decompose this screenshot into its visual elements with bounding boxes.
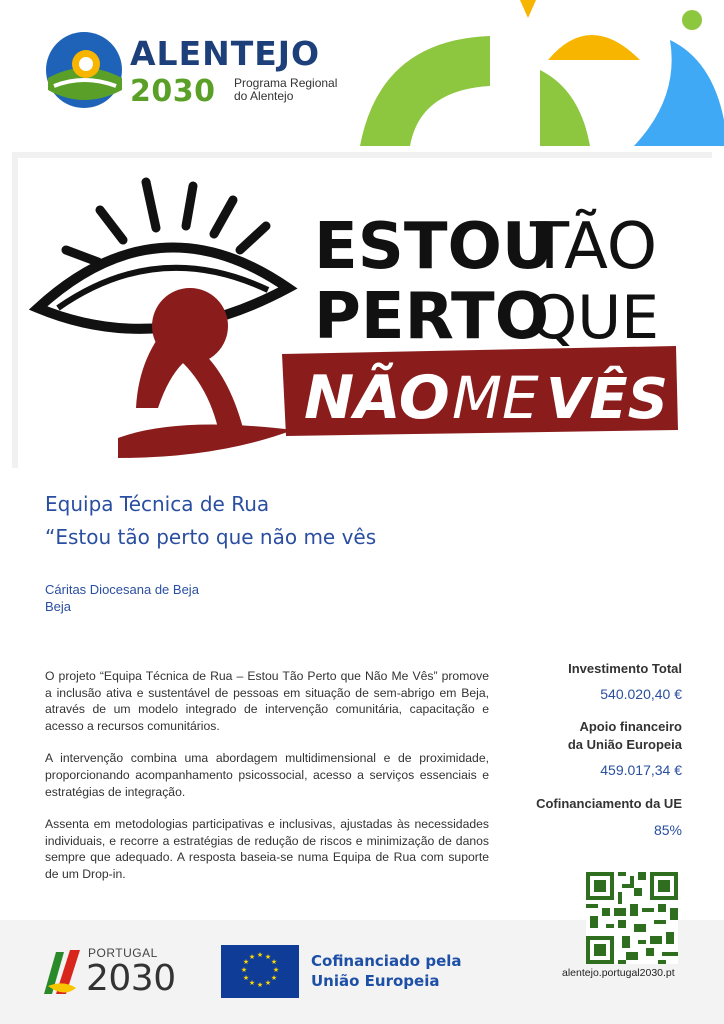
decorative-shapes: [340, 0, 724, 146]
banner-word-tao: TÃO: [530, 210, 658, 284]
logo-subtitle-line2: do Alentejo: [234, 89, 294, 103]
portugal-label: PORTUGAL: [88, 946, 158, 960]
qr-code-icon[interactable]: [586, 872, 678, 964]
alentejo-emblem-icon: [44, 30, 126, 110]
support-value-block: [600, 762, 682, 778]
portugal-year: 2030: [86, 958, 176, 999]
logo-subtitle-line1: Programa Regional: [234, 76, 338, 90]
eu-cofinanced-text: [311, 951, 462, 991]
website-link[interactable]: alentejo.portugal2030.pt: [562, 967, 675, 979]
svg-text:★: ★: [272, 966, 280, 974]
investment-label: Investimento Total: [568, 661, 682, 676]
svg-text:★: ★: [264, 953, 272, 961]
support-label-line1: Apoio financeiro: [579, 719, 682, 734]
svg-text:★: ★: [242, 974, 250, 982]
cofinancing-value-block: [654, 822, 682, 838]
svg-text:★: ★: [264, 979, 272, 987]
svg-text:★: ★: [270, 958, 278, 966]
logo-word: ALENTEJO: [130, 34, 321, 73]
cofinancing-label: Cofinanciamento da UE: [536, 796, 682, 811]
svg-text:★: ★: [256, 981, 264, 989]
banner-word-ves: VÊS: [546, 367, 668, 432]
project-title-line1: Equipa Técnica de Rua: [45, 492, 270, 516]
support-block: [568, 718, 682, 754]
green-arc-shape: [360, 36, 490, 146]
description-paragraph-1: O projeto “Equipa Técnica de Rua – Estou Tão Perto que Não Me Vês” promove a inclusão ativa e sustentável de pessoas em situação de sem-abrigo em Beja, através de um modelo integrado de intervenção comunitária, capacitação e acesso a recursos comunitários.: [45, 669, 489, 733]
svg-text:★: ★: [242, 958, 250, 966]
alentejo-2030-logo: [44, 30, 374, 110]
seated-figure-icon: [118, 288, 293, 458]
logo-year: 2030: [130, 74, 216, 109]
svg-text:★: ★: [256, 951, 264, 959]
organization-block: [45, 581, 199, 615]
description-paragraph-2: A intervenção combina uma abordagem multidimensional e de proximidade, proporcionando acompanhamento psicossocial, acesso a serviços essenciais e estratégias de integração.: [45, 751, 489, 799]
eu-text-line1: Cofinanciado pela: [311, 952, 462, 970]
support-value: 459.017,34 €: [600, 762, 682, 778]
svg-text:★: ★: [240, 966, 248, 974]
yellow-halfdisc-shape: [548, 35, 640, 60]
investment-block: [568, 660, 682, 678]
banner-word-me: ME: [452, 364, 539, 432]
banner-word-nao: NÃO: [304, 363, 450, 433]
project-description: [45, 668, 489, 899]
banner-word-perto: PERTO: [314, 280, 550, 354]
investment-value: 540.020,40 €: [600, 686, 682, 702]
project-title-line2: “Estou tão perto que não me vês: [45, 525, 377, 549]
yellow-triangle-shape: [520, 0, 536, 18]
svg-text:★: ★: [248, 979, 256, 987]
campaign-logo: [18, 158, 712, 468]
blue-petal-shape: [630, 40, 724, 146]
svg-text:★: ★: [248, 953, 256, 961]
support-label-line2: da União Europeia: [567, 737, 682, 752]
svg-text:★: ★: [270, 974, 278, 982]
banner-word-estou: ESTOU: [314, 210, 554, 284]
cofinancing-value: 85%: [653, 822, 682, 838]
page-header: [0, 0, 724, 146]
organization-name: Cáritas Diocesana de Beja: [45, 582, 199, 597]
eu-flag-icon: [221, 945, 299, 998]
organization-location: Beja: [45, 599, 72, 614]
cofinancing-block: [536, 795, 682, 813]
eu-text-line2: União Europeia: [311, 972, 440, 990]
campaign-banner: [12, 152, 712, 468]
green-wedge-shape: [540, 70, 590, 146]
investment-value-block: [600, 686, 682, 702]
description-paragraph-3: Assenta em metodologias participativas e inclusivas, ajustadas às necessidades individuais, e recorre a estratégias de redução de riscos e minimização de danos sempre que adequado. A resposta baseia-se numa Equipa de Rua com suporte de um Drop-in.: [45, 817, 489, 881]
green-dot-shape: [682, 10, 702, 30]
banner-word-que: QUE: [530, 283, 660, 353]
